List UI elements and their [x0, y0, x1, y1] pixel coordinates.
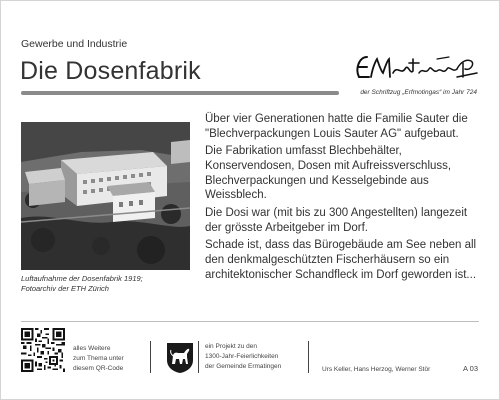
category-label: Gewerbe und Industrie [21, 38, 128, 50]
page-title: Die Dosenfabrik [20, 57, 201, 85]
qr-note-line2: zum Thema unter [73, 355, 124, 362]
photo-caption [21, 274, 196, 294]
footer-separator [198, 341, 199, 373]
paragraph: Über vier Generationen hatte die Familie Sauter die "Blechverpackungen Louis Sauter AG" aufgebaut. [205, 113, 468, 140]
title-underline [21, 91, 339, 95]
paragraph: Die Dosi war (mit bis zu 300 Angestellten) langezeit der grösste Arbeitgeber im Dorf. [205, 206, 468, 234]
photo-caption-line2: Fotoarchiv der ETH Zürich [21, 284, 109, 293]
authors: Urs Keller, Hans Herzog, Werner Stör [322, 366, 431, 373]
qr-note [73, 344, 124, 374]
project-note-line3: der Gemeinde Ermatingen [205, 363, 282, 370]
footer-separator [308, 341, 309, 373]
project-note [205, 342, 281, 372]
footer-divider [21, 321, 479, 322]
qr-code[interactable] [21, 328, 65, 372]
paragraph: Schade ist, dass das Bürogebäude am See neben all den denkmalgeschützten Fischerhäusern so ein architektonischer Schandfleck im Dorf geworden ist... [205, 239, 477, 281]
signature-logo [353, 51, 481, 83]
project-note-line1: ein Projekt zu den [205, 343, 258, 350]
factory-aerial-photo [21, 122, 190, 270]
footer-separator [150, 341, 151, 373]
paragraph: Die Fabrikation umfasst Blechbehälter, Konservendosen, Dosen mit Aufreissverschluss, Blechverpackungen und Kesselgebinde aus Weissblech. [205, 145, 452, 202]
project-note-line2: 1300-Jahr-Feierlichkeiten [205, 353, 279, 360]
photo-caption-line1: Luftaufnahme der Dosenfabrik 1919; [21, 274, 143, 283]
qr-note-line3: diesem QR-Code [73, 365, 124, 372]
signature-caption: der Schriftzug „Erfmotingas“ im Jahr 724 [360, 89, 477, 96]
coat-of-arms-icon [166, 342, 194, 374]
qr-note-line1: alles Weitere [73, 345, 111, 352]
panel-code: A 03 [463, 364, 479, 373]
article-body [205, 112, 485, 285]
